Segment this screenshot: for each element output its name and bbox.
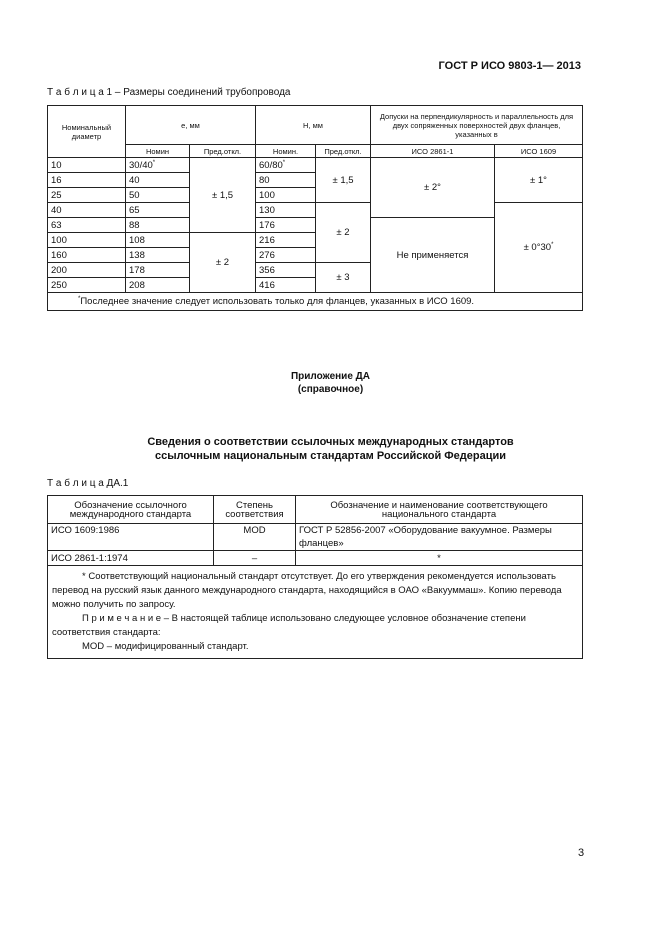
table-row [48, 524, 583, 551]
header-h-nominal: Номин. [256, 145, 316, 158]
cell-h-nominal: 276 [256, 248, 316, 263]
footnote-mark: * [282, 159, 286, 166]
header-international-standard: Обозначение ссылочного международного стандарта [48, 496, 214, 524]
note-definition: MOD – модифицированный стандарт. [82, 641, 249, 652]
cell-degree: MOD [214, 524, 296, 551]
header-h: Н, мм [256, 106, 371, 145]
cell-e-nominal: 88 [126, 218, 190, 233]
cell-diameter: 160 [48, 248, 126, 263]
cell-diameter: 10 [48, 158, 126, 173]
pipeline-dimensions-table [47, 105, 583, 311]
header-national-standard: Обозначение и наименование соответствующего национального стандарта [296, 496, 583, 524]
cell-h-nominal: 176 [256, 218, 316, 233]
cell-iso2861-tolerance: ± 2° [371, 158, 495, 218]
cell-iso1609-tolerance: ± 1° [495, 158, 583, 203]
table2-caption: Т а б л и ц а ДА.1 [47, 478, 129, 489]
cell-h-nominal: 416 [256, 278, 316, 293]
cell-h-nominal: 216 [256, 233, 316, 248]
header-e-deviation: Пред.откл. [190, 145, 256, 158]
cell-diameter: 100 [48, 233, 126, 248]
cell-iso1609-tolerance: ± 0°30* [495, 203, 583, 293]
footnote-mark: * [152, 159, 156, 166]
header-e: е, мм [126, 106, 256, 145]
cell-e-nominal: 50 [126, 188, 190, 203]
cell-diameter: 25 [48, 188, 126, 203]
cell-h-nominal: 60/80* [256, 158, 316, 173]
cell-e-nominal: 208 [126, 278, 190, 293]
table-row [48, 158, 583, 173]
header-degree: Степень соответствия [214, 496, 296, 524]
cell-h-nominal: 80 [256, 173, 316, 188]
cell-h-deviation: ± 1,5 [316, 158, 371, 203]
standards-correspondence-table [47, 495, 583, 659]
cell-degree: – [214, 551, 296, 566]
cell-e-deviation: ± 1,5 [190, 158, 256, 233]
table2-footnotes [48, 566, 583, 659]
cell-h-nominal: 356 [256, 263, 316, 278]
table1-caption: Т а б л и ц а 1 – Размеры соединений трубопровода [47, 87, 291, 98]
header-iso-1609: ИСО 1609 [495, 145, 583, 158]
cell-e-nominal: 178 [126, 263, 190, 278]
cell-diameter: 40 [48, 203, 126, 218]
cell-h-deviation: ± 2 [316, 203, 371, 263]
appendix-title: Приложение ДА [290, 371, 371, 382]
cell-e-nominal: 138 [126, 248, 190, 263]
cell-e-nominal: 65 [126, 203, 190, 218]
cell-international-standard: ИСО 1609:1986 [48, 524, 214, 551]
header-h-deviation: Пред.откл. [316, 145, 371, 158]
header-nominal-diameter: Номинальный диаметр [48, 106, 126, 158]
appendix-heading-line1: Сведения о соответствии ссылочных международных стандартов [147, 436, 514, 448]
footnote-text: * Соответствующий национальный стандарт отсутствует. До его утверждения рекомендуется использовать перевод на русский язык данного международного стандарта, находящийся в ОАО «Вакууммаш». Копию перевода можно получить по запросу. [52, 571, 562, 610]
cell-e-nominal: 108 [126, 233, 190, 248]
footnote-mark: * [551, 242, 554, 248]
page-number: 3 [578, 847, 585, 859]
cell-international-standard: ИСО 2861-1:1974 [48, 551, 214, 566]
cell-h-deviation: ± 3 [316, 263, 371, 293]
cell-e-deviation: ± 2 [190, 233, 256, 293]
header-e-nominal: Номин [126, 145, 190, 158]
cell-h-nominal: 100 [256, 188, 316, 203]
cell-h-nominal: 130 [256, 203, 316, 218]
cell-national-standard: ГОСТ Р 52856-2007 «Оборудование вакуумное. Размеры фланцев» [296, 524, 583, 551]
header-iso-2861: ИСО 2861-1 [371, 145, 495, 158]
appendix-heading-line2: ссылочным национальным стандартам Российской Федерации [154, 450, 507, 462]
cell-diameter: 63 [48, 218, 126, 233]
header-tolerance: Допуски на перпендикулярность и параллельность для двух сопряженных поверхностей двух фланцев, указанных в [371, 106, 583, 145]
appendix-subtitle: (справочное) [297, 384, 364, 395]
note-text: П р и м е ч а н и е – В настоящей таблице использовано следующее условное обозначение степени соответствия стандарта: [52, 613, 526, 638]
footnote-mark: * [78, 296, 81, 302]
table-row [48, 551, 583, 566]
table-row [48, 203, 583, 218]
table1-footnote: *Последнее значение следует использовать только для фланцев, указанных в ИСО 1609. [48, 293, 583, 311]
cell-e-nominal: 40 [126, 173, 190, 188]
cell-diameter: 16 [48, 173, 126, 188]
cell-iso2861-not-applicable: Не применяется [371, 218, 495, 293]
document-header: ГОСТ Р ИСО 9803-1— 2013 [438, 60, 581, 72]
cell-e-nominal: 30/40* [126, 158, 190, 173]
cell-diameter: 200 [48, 263, 126, 278]
cell-diameter: 250 [48, 278, 126, 293]
cell-national-standard: * [296, 551, 583, 566]
